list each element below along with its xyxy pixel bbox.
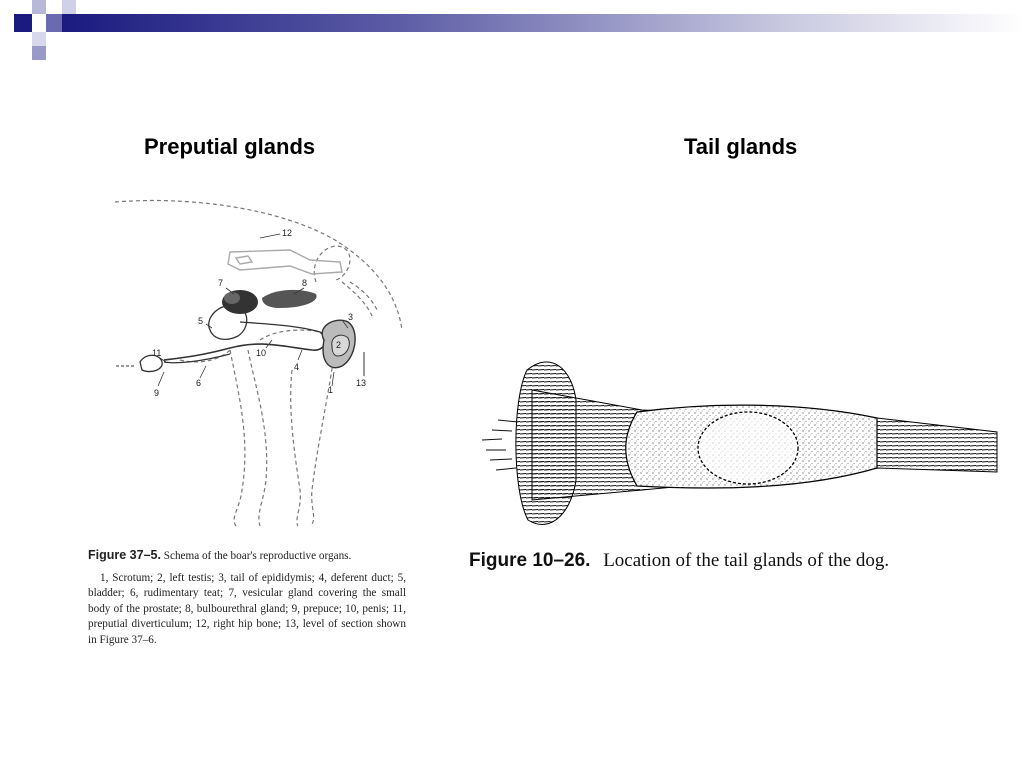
caption-figure-number: Figure 10–26. <box>469 550 591 571</box>
caption-text: Location of the tail glands of the dog. <box>603 550 890 571</box>
label-11: 11 <box>152 348 162 358</box>
heading-preputial-glands: Preputial glands <box>144 134 316 159</box>
label-2: 2 <box>336 340 342 350</box>
boar-reproductive-schematic <box>80 190 420 550</box>
boar-schematic-drawing <box>80 190 420 550</box>
header-gradient-bar <box>62 14 1024 32</box>
heading-tail-glands: Tail glands <box>684 134 798 159</box>
label-4: 4 <box>294 362 300 372</box>
header-square <box>32 32 46 46</box>
label-13: 13 <box>356 378 367 388</box>
label-8: 8 <box>302 278 308 288</box>
figure-37-5-caption <box>88 548 406 648</box>
caption-figure-number: Figure 37–5. <box>88 548 161 562</box>
caption-title: Schema of the boar's reproductive organs. <box>163 550 352 562</box>
label-6: 6 <box>196 378 202 388</box>
header-square <box>62 0 76 14</box>
figure-10-26-caption <box>469 550 989 572</box>
slide-header-decoration <box>0 0 1024 62</box>
dog-tail-gland-illustration <box>472 340 1012 550</box>
header-square <box>32 0 46 14</box>
label-9: 9 <box>154 388 160 398</box>
caption-body: 1, Scrotum; 2, left testis; 3, tail of epididymis; 4, deferent duct; 5, bladder; 6, rudimentary teat; 7, vesicular gland covering the small body of the prostate; 8, bulbourethral gland; 9, prepuce; 10, penis; 11, preputial diverticulum; 12, right hip bone; 13, level of section shown in Figure 37–6. <box>88 571 406 646</box>
label-5: 5 <box>198 316 204 326</box>
header-square <box>32 46 46 60</box>
label-7: 7 <box>218 278 224 288</box>
label-10: 10 <box>256 348 267 358</box>
label-1: 1 <box>328 385 334 395</box>
label-12: 12 <box>282 228 293 238</box>
label-3: 3 <box>348 312 354 322</box>
caption-heading <box>88 548 406 565</box>
dog-tail-drawing <box>472 340 1012 550</box>
header-square <box>14 14 32 32</box>
header-square <box>46 14 62 32</box>
